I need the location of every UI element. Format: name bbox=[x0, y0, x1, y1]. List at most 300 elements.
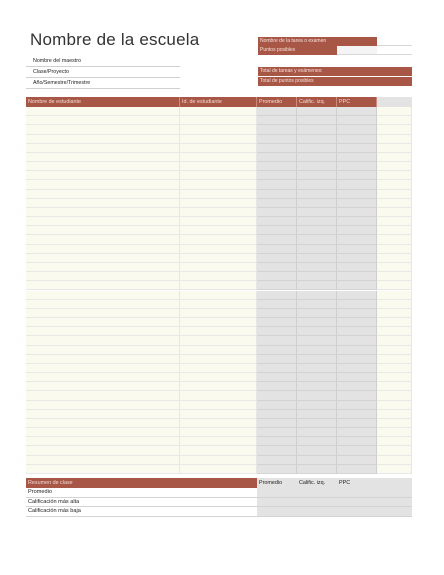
extra-cell[interactable] bbox=[377, 309, 412, 318]
grade-cell[interactable] bbox=[297, 153, 337, 162]
average-cell[interactable] bbox=[257, 465, 297, 474]
grade-cell[interactable] bbox=[297, 410, 337, 419]
average-cell[interactable] bbox=[257, 419, 297, 428]
ppc-cell[interactable] bbox=[337, 364, 377, 373]
summary-cell[interactable] bbox=[297, 498, 337, 508]
student-id-cell[interactable] bbox=[180, 254, 257, 263]
average-cell[interactable] bbox=[257, 382, 297, 391]
extra-cell[interactable] bbox=[377, 382, 412, 391]
grade-cell[interactable] bbox=[297, 107, 337, 116]
grade-cell[interactable] bbox=[297, 162, 337, 171]
grade-cell[interactable] bbox=[297, 437, 337, 446]
grade-cell[interactable] bbox=[297, 355, 337, 364]
ppc-cell[interactable] bbox=[337, 226, 377, 235]
student-id-cell[interactable] bbox=[180, 217, 257, 226]
student-id-cell[interactable] bbox=[180, 153, 257, 162]
grade-cell[interactable] bbox=[297, 309, 337, 318]
average-cell[interactable] bbox=[257, 327, 297, 336]
extra-cell[interactable] bbox=[377, 217, 412, 226]
grade-cell[interactable] bbox=[297, 300, 337, 309]
ppc-cell[interactable] bbox=[337, 263, 377, 272]
ppc-cell[interactable] bbox=[337, 171, 377, 180]
average-cell[interactable] bbox=[257, 162, 297, 171]
grade-cell[interactable] bbox=[297, 382, 337, 391]
ppc-cell[interactable] bbox=[337, 162, 377, 171]
average-cell[interactable] bbox=[257, 391, 297, 400]
grade-cell[interactable] bbox=[297, 419, 337, 428]
extra-cell[interactable] bbox=[377, 208, 412, 217]
student-id-cell[interactable] bbox=[180, 318, 257, 327]
student-name-cell[interactable] bbox=[26, 190, 180, 199]
grade-cell[interactable] bbox=[297, 346, 337, 355]
average-cell[interactable] bbox=[257, 107, 297, 116]
ppc-cell[interactable] bbox=[337, 391, 377, 400]
table-row bbox=[26, 272, 412, 281]
extra-cell[interactable] bbox=[377, 336, 412, 345]
extra-cell[interactable] bbox=[377, 300, 412, 309]
student-name-cell[interactable] bbox=[26, 419, 180, 428]
extra-cell[interactable] bbox=[377, 281, 412, 290]
summary-cell[interactable] bbox=[377, 498, 412, 508]
ppc-cell[interactable] bbox=[337, 254, 377, 263]
grade-cell[interactable] bbox=[297, 364, 337, 373]
extra-cell[interactable] bbox=[377, 446, 412, 455]
col-average: Promedio bbox=[257, 97, 297, 107]
average-cell[interactable] bbox=[257, 446, 297, 455]
ppc-cell[interactable] bbox=[337, 456, 377, 465]
ppc-cell[interactable] bbox=[337, 199, 377, 208]
grade-cell[interactable] bbox=[297, 401, 337, 410]
student-name-cell[interactable] bbox=[26, 355, 180, 364]
average-cell[interactable] bbox=[257, 437, 297, 446]
ppc-cell[interactable] bbox=[337, 291, 377, 300]
extra-cell[interactable] bbox=[377, 346, 412, 355]
table-row bbox=[26, 162, 412, 171]
ppc-cell[interactable] bbox=[337, 382, 377, 391]
grade-cell[interactable] bbox=[297, 465, 337, 474]
extra-cell[interactable] bbox=[377, 226, 412, 235]
average-cell[interactable] bbox=[257, 190, 297, 199]
student-name-cell[interactable] bbox=[26, 199, 180, 208]
student-id-cell[interactable] bbox=[180, 391, 257, 400]
grade-cell[interactable] bbox=[297, 199, 337, 208]
average-cell[interactable] bbox=[257, 318, 297, 327]
grade-cell[interactable] bbox=[297, 318, 337, 327]
col-ppc: PPC bbox=[337, 97, 377, 107]
student-name-cell[interactable] bbox=[26, 327, 180, 336]
student-id-cell[interactable] bbox=[180, 446, 257, 455]
summary-cell[interactable] bbox=[297, 507, 337, 517]
student-id-cell[interactable] bbox=[180, 419, 257, 428]
possible-points-label: Puntos posibles bbox=[258, 46, 337, 55]
summary-row-average bbox=[26, 488, 412, 498]
year-semester-field[interactable]: Año/Semestre/Trimestre bbox=[26, 78, 180, 89]
summary-cell[interactable] bbox=[337, 498, 377, 508]
average-cell[interactable] bbox=[257, 291, 297, 300]
extra-cell[interactable] bbox=[377, 327, 412, 336]
ppc-cell[interactable] bbox=[337, 135, 377, 144]
student-id-cell[interactable] bbox=[180, 382, 257, 391]
student-name-cell[interactable] bbox=[26, 437, 180, 446]
student-name-cell[interactable] bbox=[26, 226, 180, 235]
ppc-cell[interactable] bbox=[337, 116, 377, 125]
extra-cell[interactable] bbox=[377, 144, 412, 153]
extra-cell[interactable] bbox=[377, 391, 412, 400]
summary-cell[interactable] bbox=[257, 498, 297, 508]
student-name-cell[interactable] bbox=[26, 162, 180, 171]
student-id-cell[interactable] bbox=[180, 456, 257, 465]
ppc-cell[interactable] bbox=[337, 144, 377, 153]
grade-cell[interactable] bbox=[297, 135, 337, 144]
summary-cell[interactable] bbox=[377, 488, 412, 498]
average-cell[interactable] bbox=[257, 355, 297, 364]
student-name-cell[interactable] bbox=[26, 336, 180, 345]
student-id-cell[interactable] bbox=[180, 465, 257, 474]
student-id-cell[interactable] bbox=[180, 336, 257, 345]
grade-cell[interactable] bbox=[297, 254, 337, 263]
extra-cell[interactable] bbox=[377, 437, 412, 446]
table-row bbox=[26, 135, 412, 144]
average-cell[interactable] bbox=[257, 410, 297, 419]
average-cell[interactable] bbox=[257, 309, 297, 318]
table-row bbox=[26, 410, 412, 419]
class-project-field[interactable]: Clase/Proyecto bbox=[26, 67, 180, 78]
student-id-cell[interactable] bbox=[180, 263, 257, 272]
student-id-cell[interactable] bbox=[180, 107, 257, 116]
ppc-cell[interactable] bbox=[337, 190, 377, 199]
average-cell[interactable] bbox=[257, 281, 297, 290]
table-row bbox=[26, 318, 412, 327]
possible-points-extra[interactable] bbox=[377, 46, 412, 55]
grade-cell[interactable] bbox=[297, 226, 337, 235]
student-id-cell[interactable] bbox=[180, 144, 257, 153]
table-row bbox=[26, 235, 412, 244]
table-row bbox=[26, 190, 412, 199]
student-id-cell[interactable] bbox=[180, 327, 257, 336]
student-id-cell[interactable] bbox=[180, 364, 257, 373]
teacher-name-field[interactable]: Nombre del maestro bbox=[26, 56, 180, 67]
student-id-cell[interactable] bbox=[180, 180, 257, 189]
student-id-cell[interactable] bbox=[180, 272, 257, 281]
student-name-cell[interactable] bbox=[26, 245, 180, 254]
student-id-cell[interactable] bbox=[180, 281, 257, 290]
ppc-cell[interactable] bbox=[337, 281, 377, 290]
student-id-cell[interactable] bbox=[180, 226, 257, 235]
student-name-cell[interactable] bbox=[26, 235, 180, 244]
summary-cell[interactable] bbox=[257, 507, 297, 517]
student-name-cell[interactable] bbox=[26, 382, 180, 391]
possible-points-value[interactable] bbox=[337, 46, 377, 55]
average-cell[interactable] bbox=[257, 180, 297, 189]
grade-cell[interactable] bbox=[297, 391, 337, 400]
extra-cell[interactable] bbox=[377, 410, 412, 419]
ppc-cell[interactable] bbox=[337, 446, 377, 455]
grade-cell[interactable] bbox=[297, 217, 337, 226]
student-name-cell[interactable] bbox=[26, 208, 180, 217]
ppc-cell[interactable] bbox=[337, 401, 377, 410]
student-name-cell[interactable] bbox=[26, 401, 180, 410]
average-cell[interactable] bbox=[257, 456, 297, 465]
extra-cell[interactable] bbox=[377, 199, 412, 208]
student-id-cell[interactable] bbox=[180, 291, 257, 300]
table-row bbox=[26, 281, 412, 290]
average-cell[interactable] bbox=[257, 171, 297, 180]
ppc-cell[interactable] bbox=[337, 235, 377, 244]
student-name-cell[interactable] bbox=[26, 217, 180, 226]
student-id-cell[interactable] bbox=[180, 309, 257, 318]
table-row bbox=[26, 327, 412, 336]
grade-cell[interactable] bbox=[297, 208, 337, 217]
grade-cell[interactable] bbox=[297, 190, 337, 199]
student-id-cell[interactable] bbox=[180, 116, 257, 125]
ppc-cell[interactable] bbox=[337, 208, 377, 217]
student-name-cell[interactable] bbox=[26, 171, 180, 180]
grade-cell[interactable] bbox=[297, 171, 337, 180]
table-row bbox=[26, 355, 412, 364]
student-id-cell[interactable] bbox=[180, 125, 257, 134]
ppc-cell[interactable] bbox=[337, 217, 377, 226]
extra-cell[interactable] bbox=[377, 153, 412, 162]
average-cell[interactable] bbox=[257, 135, 297, 144]
ppc-cell[interactable] bbox=[337, 428, 377, 437]
student-name-cell[interactable] bbox=[26, 373, 180, 382]
ppc-cell[interactable] bbox=[337, 373, 377, 382]
col-extra bbox=[377, 97, 412, 107]
summary-cell[interactable] bbox=[297, 488, 337, 498]
extra-cell[interactable] bbox=[377, 171, 412, 180]
student-name-cell[interactable] bbox=[26, 272, 180, 281]
student-id-cell[interactable] bbox=[180, 346, 257, 355]
student-name-cell[interactable] bbox=[26, 391, 180, 400]
average-cell[interactable] bbox=[257, 144, 297, 153]
grade-cell[interactable] bbox=[297, 446, 337, 455]
ppc-cell[interactable] bbox=[337, 153, 377, 162]
extra-cell[interactable] bbox=[377, 107, 412, 116]
table-row bbox=[26, 245, 412, 254]
school-name-title[interactable]: Nombre de la escuela bbox=[30, 30, 200, 49]
extra-cell[interactable] bbox=[377, 116, 412, 125]
grade-cell[interactable] bbox=[297, 245, 337, 254]
summary-cell[interactable] bbox=[337, 488, 377, 498]
extra-cell[interactable] bbox=[377, 419, 412, 428]
total-tasks-label: Total de tareas y exámenes: bbox=[258, 67, 412, 76]
student-id-cell[interactable] bbox=[180, 208, 257, 217]
extra-cell[interactable] bbox=[377, 180, 412, 189]
table-row bbox=[26, 291, 412, 300]
table-row bbox=[26, 199, 412, 208]
student-name-cell[interactable] bbox=[26, 456, 180, 465]
table-row bbox=[26, 217, 412, 226]
summary-row-label: Calificación más alta bbox=[26, 498, 257, 508]
average-cell[interactable] bbox=[257, 125, 297, 134]
table-row bbox=[26, 437, 412, 446]
student-name-cell[interactable] bbox=[26, 153, 180, 162]
task-name-value[interactable] bbox=[377, 37, 412, 46]
student-name-cell[interactable] bbox=[26, 318, 180, 327]
extra-cell[interactable] bbox=[377, 135, 412, 144]
grade-cell[interactable] bbox=[297, 125, 337, 134]
grade-cell[interactable] bbox=[297, 272, 337, 281]
student-id-cell[interactable] bbox=[180, 410, 257, 419]
student-id-cell[interactable] bbox=[180, 373, 257, 382]
average-cell[interactable] bbox=[257, 208, 297, 217]
student-name-cell[interactable] bbox=[26, 309, 180, 318]
average-cell[interactable] bbox=[257, 346, 297, 355]
student-id-cell[interactable] bbox=[180, 300, 257, 309]
grade-cell[interactable] bbox=[297, 291, 337, 300]
average-cell[interactable] bbox=[257, 116, 297, 125]
grade-cell[interactable] bbox=[297, 336, 337, 345]
table-row bbox=[26, 300, 412, 309]
average-cell[interactable] bbox=[257, 235, 297, 244]
student-id-cell[interactable] bbox=[180, 162, 257, 171]
ppc-cell[interactable] bbox=[337, 465, 377, 474]
extra-cell[interactable] bbox=[377, 272, 412, 281]
student-name-cell[interactable] bbox=[26, 107, 180, 116]
student-name-cell[interactable] bbox=[26, 364, 180, 373]
total-points-label: Total de puntos posibles bbox=[258, 77, 412, 86]
average-cell[interactable] bbox=[257, 401, 297, 410]
table-row bbox=[26, 226, 412, 235]
average-cell[interactable] bbox=[257, 272, 297, 281]
ppc-cell[interactable] bbox=[337, 245, 377, 254]
average-cell[interactable] bbox=[257, 364, 297, 373]
average-cell[interactable] bbox=[257, 373, 297, 382]
average-cell[interactable] bbox=[257, 153, 297, 162]
student-id-cell[interactable] bbox=[180, 199, 257, 208]
extra-cell[interactable] bbox=[377, 263, 412, 272]
average-cell[interactable] bbox=[257, 245, 297, 254]
ppc-cell[interactable] bbox=[337, 410, 377, 419]
table-row bbox=[26, 419, 412, 428]
extra-cell[interactable] bbox=[377, 235, 412, 244]
ppc-cell[interactable] bbox=[337, 180, 377, 189]
table-row bbox=[26, 254, 412, 263]
summary-row-lowest bbox=[26, 507, 412, 517]
student-id-cell[interactable] bbox=[180, 135, 257, 144]
extra-cell[interactable] bbox=[377, 162, 412, 171]
grade-cell[interactable] bbox=[297, 144, 337, 153]
col-student-id: Id. de estudiante bbox=[180, 97, 257, 107]
average-cell[interactable] bbox=[257, 226, 297, 235]
student-id-cell[interactable] bbox=[180, 355, 257, 364]
grade-cell[interactable] bbox=[297, 116, 337, 125]
extra-cell[interactable] bbox=[377, 465, 412, 474]
summary-row-highest bbox=[26, 498, 412, 508]
ppc-cell[interactable] bbox=[337, 318, 377, 327]
grade-cell[interactable] bbox=[297, 428, 337, 437]
student-table-body bbox=[26, 107, 412, 474]
table-row bbox=[26, 401, 412, 410]
student-name-cell[interactable] bbox=[26, 446, 180, 455]
student-id-cell[interactable] bbox=[180, 401, 257, 410]
ppc-cell[interactable] bbox=[337, 107, 377, 116]
ppc-cell[interactable] bbox=[337, 309, 377, 318]
student-name-cell[interactable] bbox=[26, 346, 180, 355]
student-name-cell[interactable] bbox=[26, 125, 180, 134]
student-id-cell[interactable] bbox=[180, 428, 257, 437]
extra-cell[interactable] bbox=[377, 291, 412, 300]
ppc-cell[interactable] bbox=[337, 327, 377, 336]
ppc-cell[interactable] bbox=[337, 125, 377, 134]
ppc-cell[interactable] bbox=[337, 336, 377, 345]
summary-title: Resumen de clase bbox=[26, 478, 257, 488]
task-name-label: Nombre de la tarea o examen bbox=[258, 37, 377, 46]
student-name-cell[interactable] bbox=[26, 281, 180, 290]
table-row bbox=[26, 125, 412, 134]
average-cell[interactable] bbox=[257, 263, 297, 272]
summary-col-average: Promedio bbox=[257, 478, 297, 488]
extra-cell[interactable] bbox=[377, 254, 412, 263]
ppc-cell[interactable] bbox=[337, 346, 377, 355]
summary-cell[interactable] bbox=[377, 507, 412, 517]
grade-cell[interactable] bbox=[297, 373, 337, 382]
extra-cell[interactable] bbox=[377, 125, 412, 134]
extra-cell[interactable] bbox=[377, 428, 412, 437]
table-row bbox=[26, 446, 412, 455]
extra-cell[interactable] bbox=[377, 318, 412, 327]
average-cell[interactable] bbox=[257, 199, 297, 208]
average-cell[interactable] bbox=[257, 336, 297, 345]
student-id-cell[interactable] bbox=[180, 171, 257, 180]
student-name-cell[interactable] bbox=[26, 144, 180, 153]
grade-cell[interactable] bbox=[297, 456, 337, 465]
student-id-cell[interactable] bbox=[180, 235, 257, 244]
extra-cell[interactable] bbox=[377, 355, 412, 364]
extra-cell[interactable] bbox=[377, 456, 412, 465]
extra-cell[interactable] bbox=[377, 245, 412, 254]
student-name-cell[interactable] bbox=[26, 135, 180, 144]
grade-cell[interactable] bbox=[297, 180, 337, 189]
ppc-cell[interactable] bbox=[337, 419, 377, 428]
extra-cell[interactable] bbox=[377, 190, 412, 199]
average-cell[interactable] bbox=[257, 217, 297, 226]
ppc-cell[interactable] bbox=[337, 355, 377, 364]
student-name-cell[interactable] bbox=[26, 180, 180, 189]
average-cell[interactable] bbox=[257, 300, 297, 309]
student-id-cell[interactable] bbox=[180, 190, 257, 199]
table-row bbox=[26, 346, 412, 355]
extra-cell[interactable] bbox=[377, 373, 412, 382]
student-id-cell[interactable] bbox=[180, 245, 257, 254]
grade-cell[interactable] bbox=[297, 281, 337, 290]
grade-cell[interactable] bbox=[297, 235, 337, 244]
summary-col-grade: Calific. izq. bbox=[297, 478, 337, 488]
grade-cell[interactable] bbox=[297, 263, 337, 272]
ppc-cell[interactable] bbox=[337, 272, 377, 281]
student-name-cell[interactable] bbox=[26, 291, 180, 300]
student-name-cell[interactable] bbox=[26, 300, 180, 309]
ppc-cell[interactable] bbox=[337, 300, 377, 309]
extra-cell[interactable] bbox=[377, 364, 412, 373]
average-cell[interactable] bbox=[257, 428, 297, 437]
extra-cell[interactable] bbox=[377, 401, 412, 410]
summary-cell[interactable] bbox=[337, 507, 377, 517]
student-name-cell[interactable] bbox=[26, 263, 180, 272]
grade-cell[interactable] bbox=[297, 327, 337, 336]
student-id-cell[interactable] bbox=[180, 437, 257, 446]
col-grade: Calific. izq. bbox=[297, 97, 337, 107]
student-name-cell[interactable] bbox=[26, 428, 180, 437]
student-name-cell[interactable] bbox=[26, 254, 180, 263]
ppc-cell[interactable] bbox=[337, 437, 377, 446]
average-cell[interactable] bbox=[257, 254, 297, 263]
student-name-cell[interactable] bbox=[26, 465, 180, 474]
summary-cell[interactable] bbox=[257, 488, 297, 498]
table-row bbox=[26, 309, 412, 318]
student-name-cell[interactable] bbox=[26, 410, 180, 419]
student-name-cell[interactable] bbox=[26, 116, 180, 125]
